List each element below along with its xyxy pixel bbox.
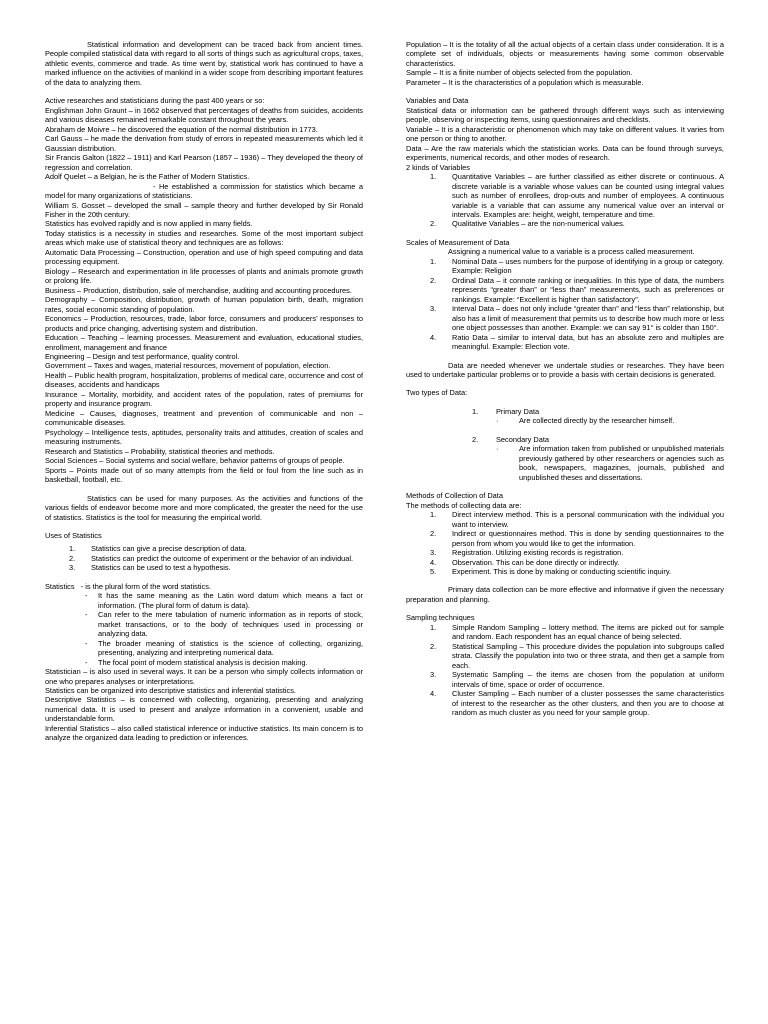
field-item: Insurance – Mortality, morbidity, and accident rates of the population, rates of premiums for property and insurance program.	[45, 389, 363, 409]
researcher-item: - He established a commission for statistics which became a model for many organizations of statisticians.	[45, 181, 363, 201]
researcher-item: Abraham de Moivre – he discovered the equation of the normal distribution in 1773.	[45, 124, 318, 134]
statistics-definition: Statistics - is the plural form of the word statistics.	[45, 581, 211, 591]
researcher-item: Englishman John Graunt – in 1662 observed that percentages of deaths from suicides, accidents and various diseases remained remarkable constant throughout the years.	[45, 105, 363, 125]
field-item: Engineering – Design and test performance, quality control.	[45, 352, 240, 361]
list-item: 4. Cluster Sampling – Each number of a cluster possesses the same characteristics of interest to the researcher as the other clusters, and then you are to choose at random as much cluster as you need for your sample group.	[430, 689, 724, 718]
field-item: Sports – Points made out of so many attempts from the field or foul from the line such as in basketball, football, etc.	[45, 465, 363, 485]
list-item: 3. Interval Data – does not only include “greater than” and “less than” relationship, but also has a limit of measurement that permits us to describe how much more or less one object possesses than another. Example: we can say 91° is colder than 150°.	[430, 304, 724, 333]
variables-paragraph: Variable – It is a characteristic or phenomenon which may take on different values. It varies from one person or thing to another.	[406, 124, 724, 144]
list-item: 3. Systematic Sampling – the items are chosen from the population at uniform intervals of time, space or order of occurrence.	[430, 670, 724, 689]
list-item: - It has the same meaning as the Latin word datum which means a fact or information. (The plural form of datum is data).	[85, 591, 363, 610]
variable-kinds-list	[406, 172, 724, 229]
variables-heading: Variables and Data	[406, 96, 469, 106]
list-item: 1. Nominal Data – uses numbers for the purpose of identifying in a group or category. Example: Religion	[430, 256, 724, 276]
field-item: Government – Taxes and wages, material resources, movement of population, election.	[45, 361, 331, 371]
scales-list	[406, 257, 724, 352]
list-item: 3. Registration. Utilizing existing records is registration.	[430, 548, 624, 558]
closing-paragraph: Descriptive Statistics – is concerned with collecting, organizing, presenting and analyzing numerical data. It is used to present and analyze information in a convenient, usable and understandable form.	[45, 695, 363, 724]
field-item: Medicine – Causes, diagnoses, treatment and prevention of communicable and non – communicable diseases.	[45, 408, 363, 428]
researcher-item: Statistics has evolved rapidly and is now applied in many fields.	[45, 219, 253, 229]
variables-paragraph: Data – Are the raw materials which the statistician works. Data can be found through surveys, experiments, numerical records, and other modes of research.	[406, 143, 724, 163]
list-item: - The broader meaning of statistics is the science of collecting, organizing, presenting, analyzing and interpreting numerical data.	[85, 638, 363, 658]
methods-heading: Methods of Collection of Data	[406, 491, 503, 501]
list-item: 2. Indirect or questionnaires method. This is done by sending questionnaires to the person from whom you would like to get the information.	[430, 529, 724, 548]
researcher-item: Carl Gauss – he made the derivation from study of errors in repeated measurements which led it Gaussian distribution.	[45, 134, 363, 153]
field-item: Economics – Production, resources, trade, labor force, consumers and producers’ responses to products and price changing, advertising system and distribution.	[45, 314, 363, 333]
list-item: 2. Statistics can predict the outcome of experiment or the behavior of an individual.	[69, 553, 354, 563]
list-item: 1. Direct interview method. This is a personal communication with the individual you want to interview.	[430, 510, 724, 529]
list-item: 4. Ratio Data – similar to interval data, but has an absolute zero and multiples are meaningful. Example: Election vote.	[430, 332, 724, 352]
primary-data-desc: · Are collected directly by the researcher himself.	[496, 416, 675, 426]
closing-paragraph: Statistics can be organized into descriptive statistics and inferential statistics.	[45, 686, 296, 695]
uses-heading: Uses of Statistics	[45, 530, 102, 540]
sampling-list	[406, 623, 724, 718]
secondary-data-desc: · Are information taken from published or unpublished materials previously gathered by other researchers or agencies such as book, newspapers, magazines, journals, published and unpublished theses and dissertations.	[496, 444, 724, 482]
field-item: Research and Statistics – Probability, statistical theories and methods.	[45, 446, 275, 456]
sampling-heading: Sampling techniques	[406, 613, 475, 623]
right-column	[406, 40, 724, 718]
field-item: Business – Production, distribution, sale of merchandise, auditing and accounting procedures.	[45, 285, 352, 295]
researcher-item: William S. Gosset – developed the small – sample theory and further developed by Sir Ronald Fisher in the 20th century.	[45, 200, 363, 219]
list-item: 5. Experiment. This is done by making or conducting scientific inquiry.	[430, 566, 672, 576]
primary-effective-paragraph: Primary data collection can be more effective and informative if given the necessary preparation and planning.	[406, 585, 724, 604]
field-item: Health – Public health program, hospitalization, problems of medical care, occurrence and cost of diseases, accidents and handicaps	[45, 370, 363, 390]
secondary-data-item: 2. Secondary Data	[472, 434, 549, 444]
primary-data-item: 1. Primary Data	[472, 406, 540, 416]
list-item: 2. Ordinal Data – it connote ranking or inequalities. In this type of data, the numbers represents “greater than” or “less than” measurements, such as preferences or rankings. Example: “Excellent is higher than satisfactory”.	[430, 275, 724, 304]
purposes-paragraph: Statistics can be used for many purposes. As the activities and functions of the various fields of endeavor become more and more complicated, the greater the need for the use of statistics. Statistics is the tool for measuring the empirical world.	[45, 493, 363, 522]
list-item: 1. Statistics can give a precise description of data.	[69, 544, 247, 554]
uses-list	[45, 544, 363, 572]
closing-paragraph: Statistician – is also used in several ways. It can be a person who simply collects information or one who prepares analyses or interpretations.	[45, 667, 363, 686]
field-item: Education – Teaching – learning processes. Measurement and evaluation, educational studies, enrollment, management and finance	[45, 333, 363, 352]
researcher-item: Today statistics is a necessity in studies and researches. Some of the most important subject areas which make use of statistical theory and techniques are as follows:	[45, 228, 363, 248]
field-item: Demography – Composition, distribution, growth of human population birth, death, migration rates, social economic standing of population.	[45, 295, 363, 314]
parameter-definition: Parameter – It is the characteristics of a population which is measurable.	[406, 77, 644, 87]
closing-paragraph: Inferential Statistics – also called statistical inference or inductive statistics. Its main concern is to analyze the organized data leading to prediction or inferences.	[45, 723, 363, 743]
researchers-heading: Active researches and statisticians during the past 400 years or so:	[45, 96, 265, 106]
list-item: 2. Statistical Sampling – This procedure divides the population into subgroups called strata. Classify the population into two or three strata, and then get a sample from each.	[430, 641, 724, 670]
field-item: Biology – Research and experimentation in life processes of plants and animals promote growth or prolong life.	[45, 266, 363, 286]
population-definition: Population – It is the totality of all the actual objects of a certain class under consideration. It is a complete set of individuals, objects or measurements having some common observable characteristics.	[406, 40, 724, 68]
sample-definition: Sample – It is a finite number of objects selected from the population.	[406, 68, 633, 78]
scales-heading: Scales of Measurement of Data	[406, 237, 510, 247]
variables-paragraph: 2 kinds of Variables	[406, 162, 470, 172]
field-item: Automatic Data Processing – Construction, operation and use of high speed computing and data processing equipment.	[45, 247, 363, 267]
methods-intro: The methods of collecting data are:	[406, 500, 522, 510]
field-item: Social Sciences – Social systems and social welfare, behavior patterns of groups of people.	[45, 456, 345, 466]
list-item: - Can refer to the mere tabulation of numeric information as in reports of stock, market transactions, or to the body of techniques used in processing or analyzing data.	[85, 610, 363, 639]
list-item: - The focal point of modern statistical analysis is decision making.	[85, 657, 308, 667]
list-item: 1. Quantitative Variables – are further classified as either discrete or continuous. A discrete variable is a variable whose values can be counted using integral values such as number of enrollees, drop-outs and number of employees. A continuous variable is a variable that can assume any numerical value over an interval or intervals. Examples are: height, weight, temperature and time.	[430, 172, 724, 219]
statistics-dash-list	[45, 591, 363, 667]
scales-intro: Assigning a numerical value to a variable is a process called measurement.	[448, 247, 695, 257]
variables-paragraph: Statistical data or information can be gathered through different ways such as interviewing people, observing or inspecting items, using questionnaires and checklists.	[406, 105, 724, 125]
list-item: 1. Simple Random Sampling – lottery method. The items are picked out for sample and random. Each respondent has an equal chance of being selected.	[430, 622, 724, 642]
researcher-item: Adolf Quelet – a Belgian, he is the Father of Modern Statistics.	[45, 172, 250, 182]
field-item: Psychology – Intelligence tests, aptitudes, personality traits and attitudes, creation of scales and measuring instruments.	[45, 427, 363, 447]
two-types-heading: Two types of Data:	[406, 388, 468, 398]
intro-paragraph: Statistical information and development can be traced back from ancient times. People compiled statistical data with regard to all sorts of things such as agricultural crops, taxes, athletic events, commerce and trade. As time went by, statistical work has continued to have a marked influence on the activities of mankind in a wider scope from describing important features of the data to analyzing them.	[45, 40, 363, 87]
left-column	[45, 40, 363, 743]
data-needed-paragraph: Data are needed whenever we undertale studies or researches. They have been used to undertake particular problems or to provide a basis with certain decisions is generated.	[406, 360, 724, 379]
list-item: 3. Statistics can be used to test a hypothesis.	[69, 563, 231, 573]
researcher-item: Sir Francis Galton (1822 – 1911) and Karl Pearson (1857 – 1936) – They developed the theory of regression and correlation.	[45, 153, 363, 172]
list-item: 4. Observation. This can be done directly or indirectly.	[430, 557, 620, 567]
methods-list	[406, 510, 724, 576]
list-item: 2. Qualitative Variables – are the non-numerical values.	[430, 219, 625, 229]
